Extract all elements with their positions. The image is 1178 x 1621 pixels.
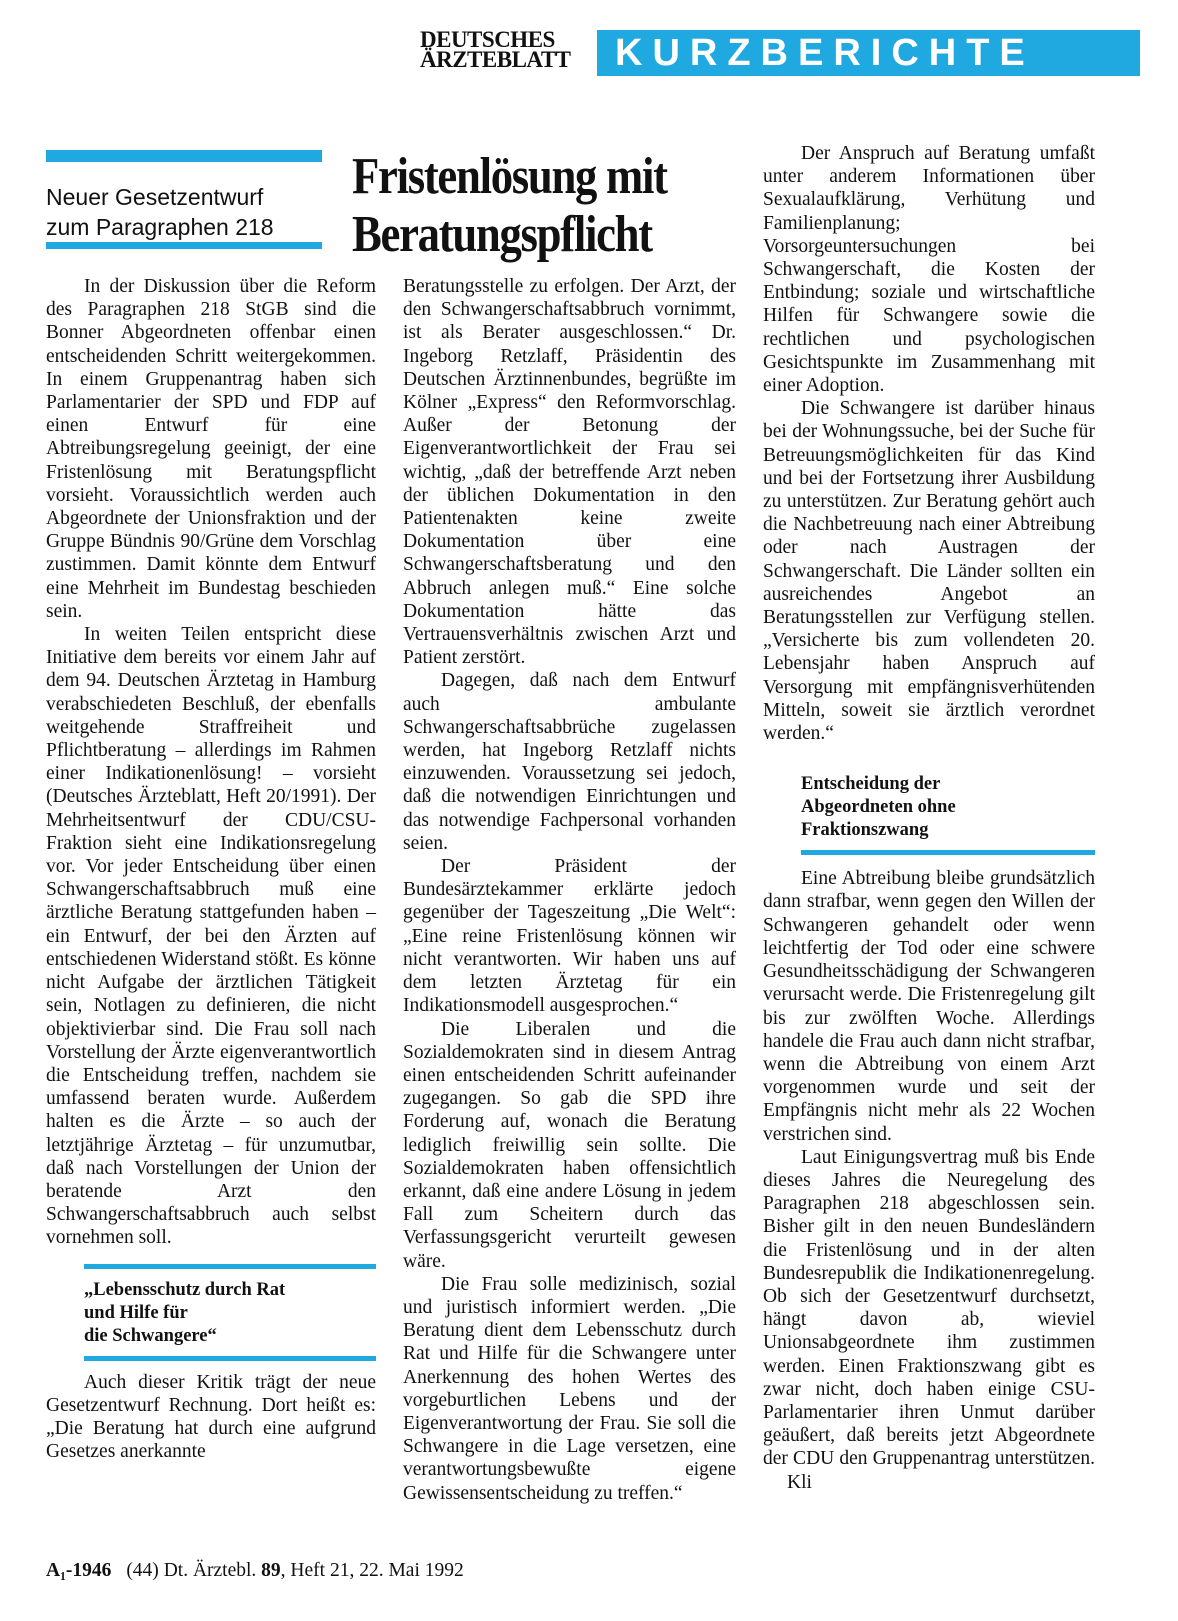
- section-banner: KURZBERICHTE: [597, 30, 1140, 76]
- page-code: A₁-1946: [46, 1560, 112, 1581]
- subhead-rule: [801, 850, 1095, 855]
- headline: [352, 148, 713, 264]
- subhead-rule-bottom: [84, 1356, 376, 1361]
- subheading-line: Abgeordneten ohne: [801, 797, 956, 818]
- subheading: [801, 773, 1095, 842]
- subheading: [84, 1279, 376, 1348]
- paragraph: Dagegen, daß nach dem Entwurf auch ambulante Schwangerschaftsabbrüche zugelassen werden, hat Ingeborg Retzlaff nichts einzuwenden. Voraussetzung sei jedoch, daß die notwendigen Einrichtungen und das notwendige Fachpersonal vorhanden seien.: [403, 670, 736, 854]
- subhead-rule-top: [84, 1264, 376, 1269]
- subheading-line: Fraktionszwang: [801, 820, 929, 841]
- paragraph: Eine Abtreibung bleibe grundsätzlich dann strafbar, wenn gegen den Willen der Schwangeren gehandelt oder wenn leichtfertig der Tod oder eine schwere Gesundheitsschädigung der Schwangeren verursacht werde. Die Fristenregelung gilt bis zur zwölften Woche. Allerdings handele die Frau auch dann nicht strafbar, wenn die Abtreibung von einem Arzt vorgenommen wurde und seit der Empfängnis nicht mehr als 22 Wochen verstrichen sind.: [763, 868, 1095, 1145]
- paragraph: Der Präsident der Bundesärztekammer erklärte jedoch gegenüber der Tageszeitung „Die Welt“: „Eine reine Fristenlösung können wir nicht verantworten. Wir haben uns auf dem letzten Ärztetag für ein Indikationsmodell ausgesprochen.“: [403, 856, 736, 1017]
- page-number: (44): [126, 1560, 159, 1581]
- kicker-rule-bottom: [46, 242, 322, 249]
- author-signature: Kli: [787, 1471, 812, 1493]
- paragraph: Die Liberalen und die Sozialdemokraten sind in diesem Antrag einen entscheidenden Schritt aufeinander zugegangen. So gab die SPD ihre Forderung auf, wonach die Beratung lediglich freiwillig sein sollte. Die Sozialdemokraten haben offensichtlich erkannt, daß eine andere Lösung in jedem Fall zum Scheitern durch das Verfassungsgericht verurteilt gewesen wäre.: [403, 1018, 736, 1272]
- subheading-line: „Lebensschutz durch Rat: [84, 1279, 286, 1300]
- masthead-logo: [420, 27, 571, 72]
- paragraph: Beratungsstelle zu erfolgen. Der Arzt, der den Schwangerschaftsabbruch vornimmt, ist als Berater ausgeschlossen.“ Dr. Ingeborg Retzlaff, Präsidentin des Deutschen Ärztinnenbundes, begrüßte im Kölner „Express“ den Reformvorschlag. Außer der Betonung der Eigenverantwortlichkeit der Frau sei wichtig, „daß der betreffende Arzt neben der üblichen Dokumentation in den Patientenakten keine zweite Dokumentation über eine Schwangerschaftsberatung und den Abbruch anlegen muß.“ Eine solche Dokumentation hätte das Vertrauensverhältnis zwischen Arzt und Patient zerstört.: [403, 276, 736, 669]
- paragraph: In weiten Teilen entspricht diese Initiative dem bereits vor einem Jahr auf dem 94. Deutschen Ärztetag in Hamburg verabschiedeten Beschluß, der ebenfalls weitgehende Straffreiheit und Pflichtberatung – allerdings im Rahmen einer Indikationenlösung! – vorsieht (Deutsches Ärzteblatt, Heft 20/1991). Der Mehrheitsentwurf der CDU/CSU-Fraktion sieht eine Indikationsregelung vor. Vor jeder Entscheidung über einen Schwangerschaftsabbruch muß eine ärztliche Beratung stattgefunden haben – ein Entwurf, der bei den Ärzten auf entschiedenen Widerstand stößt. Es könne nicht Aufgabe der ärztlichen Tätigkeit sein, Notlagen zu definieren, die nicht objektivierbar sind. Die Frau soll nach Vorstellung der Ärzte eigenverantwortlich die Entscheidung treffen, nachdem sie umfassend beraten wurde. Außerdem halten es die Ärzte – so auch der letztjährige Ärztetag – für unzumutbar, daß nach Vorstellungen der Union der beratende Arzt den Schwangerschaftsabbruch auch selbst vornehmen soll.: [46, 624, 376, 1249]
- masthead-line-1: DEUTSCHES: [420, 27, 555, 52]
- journal-name: Dt. Ärztebl.: [163, 1560, 257, 1581]
- subheading-line: und Hilfe für: [84, 1302, 188, 1323]
- kicker-line-2: zum Paragraphen 218: [46, 214, 274, 240]
- headline-line-1: Fristenlösung mit: [352, 148, 667, 205]
- journal-volume: 89: [261, 1560, 281, 1581]
- article-column-1: [46, 275, 376, 1463]
- article-column-3: [763, 142, 1095, 1494]
- page-footer: [46, 1560, 464, 1582]
- paragraph: In der Diskussion über die Reform des Paragraphen 218 StGB sind die Bonner Abgeordneten offenbar einen entscheidenden Schritt weitergekommen. In einem Gruppenantrag haben sich Parlamentarier der SPD und FDP auf einen Entwurf für eine Abtreibungsregelung geeinigt, der eine Fristenlösung mit Beratungspflicht vorsieht. Voraussichtlich werden auch Abgeordnete der Unionsfraktion und der Gruppe Bündnis 90/Grüne dem Vorschlag zustimmen. Damit könnte dem Entwurf eine Mehrheit im Bundestag beschieden sein.: [46, 276, 376, 622]
- paragraph: Auch dieser Kritik trägt der neue Gesetzentwurf Rechnung. Dort heißt es: „Die Beratung hat durch eine aufgrund Gesetzes anerkannte: [46, 1371, 376, 1463]
- kicker-line-1: Neuer Gesetzentwurf: [46, 184, 264, 210]
- paragraph: Die Schwangere ist darüber hinaus bei der Wohnungssuche, bei der Suche für Betreuungsmöglichkeiten für das Kind und bei der Fortsetzung ihrer Ausbildung zu unterstützen. Zur Beratung gehört auch die Nachbetreuung nach einer Abtreibung oder nach Austragen der Schwangerschaft. Die Länder sollten ein ausreichendes Angebot an Beratungsstellen zur Verfügung stellen. „Versicherte bis zum vollendeten 20. Lebensjahr haben Anspruch auf Versorgung mit empfängnisverhütenden Mitteln, soweit sie ärztlich verordnet werden.“: [763, 398, 1095, 745]
- article-column-2: [403, 275, 736, 1505]
- masthead-line-2: ÄRZTEBLATT: [420, 47, 571, 72]
- headline-line-2: Beratungspflicht: [352, 206, 652, 263]
- subheading-line: Entscheidung der: [801, 774, 941, 795]
- paragraph-text: Laut Einigungsvertrag muß bis Ende dieses Jahres die Neuregelung des Paragraphen 218 abgeschlossen sein. Bisher gilt in den neuen Bundesländern die Fristenlösung und in der alten Bundesrepublik die Indikationenregelung. Ob sich der Gesetzentwurf durchsetzt, hängt davon ab, wieviel Unionsabgeordnete ihm zustimmen werden. Einen Fraktionszwang gibt es zwar nicht, doch haben einige CSU-Parlamentarier ihren Unmut darüber geäußert, daß bereits jetzt Abgeordnete der CDU den Gruppenantrag unterstützen.: [763, 1146, 1095, 1470]
- paragraph: Der Anspruch auf Beratung umfaßt unter anderem Informationen über Sexualaufklärung, Verhütung und Familienplanung; Vorsorgeuntersuchungen bei Schwangerschaft, die Kosten der Entbindung; soziale und wirtschaftliche Hilfen für Schwangere sowie die rechtlichen und psychologischen Gesichtspunkte im Zusammenhang mit einer Adoption.: [763, 143, 1095, 397]
- paragraph: [763, 1146, 1095, 1494]
- kicker: [46, 182, 322, 242]
- kicker-rule-top: [46, 150, 322, 162]
- issue-date: , Heft 21, 22. Mai 1992: [280, 1560, 464, 1581]
- paragraph: Die Frau solle medizinisch, sozial und juristisch informiert werden. „Die Beratung dient dem Lebensschutz durch Rat und Hilfe für die Schwangere unter Anerkennung des hohen Wertes des vorgeburtlichen Lebens und der Eigenverantwortung der Frau. Sie soll die Schwangere in die Lage versetzen, eine verantwortungsbewußte eigene Gewissensentscheidung zu treffen.“: [403, 1273, 736, 1504]
- subheading-line: die Schwangere“: [84, 1325, 217, 1346]
